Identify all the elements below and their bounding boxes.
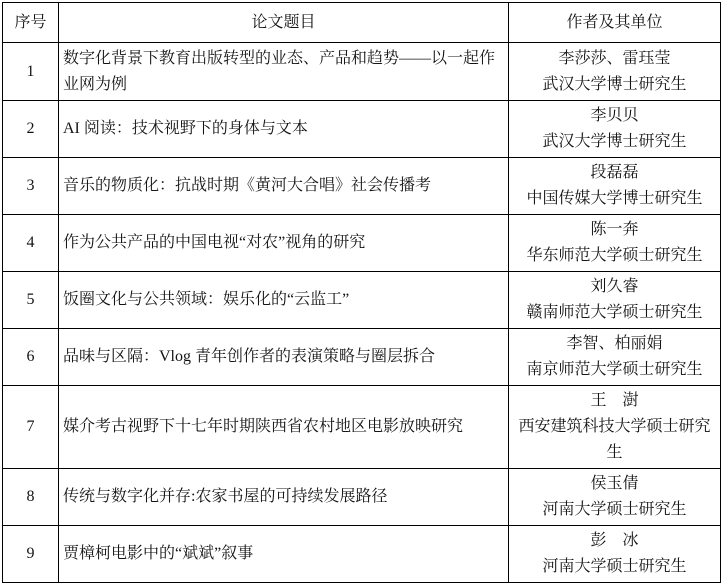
row-number: 1 [3,43,59,101]
author-affiliation: 华东师范大学硕士研究生 [526,247,703,264]
author-affiliation: 河南大学硕士研究生 [542,501,687,518]
author-affiliation: 南京师范大学硕士研究生 [526,361,703,378]
author-name: 侯玉倩 [590,475,639,492]
author-cell [509,469,721,526]
author-affiliation: 西安建筑科技大学硕士研究生 [518,418,711,461]
paper-title: 饭圈文化与公共领域：娱乐化的“云监工” [59,272,509,329]
row-number: 8 [3,469,59,526]
row-number: 7 [3,386,59,469]
table-row [3,329,721,386]
author-affiliation: 武汉大学博士研究生 [542,75,687,93]
author-name: 李智、柏丽娟 [566,335,663,352]
author-cell [509,386,721,469]
header-cell-author: 作者及其单位 [509,3,721,43]
author-cell [509,272,721,329]
table-row [3,386,721,469]
author-affiliation: 中国传媒大学博士研究生 [526,190,703,207]
paper-title: 传统与数字化并存:农家书屋的可持续发展路径 [59,469,509,526]
paper-title: 媒介考古视野下十七年时期陕西省农村地区电影放映研究 [59,386,509,469]
author-cell [509,215,721,272]
paper-title: 贾樟柯电影中的“斌斌”叙事 [59,526,509,583]
row-number: 9 [3,526,59,583]
author-cell [509,101,721,158]
table-header-row [3,3,721,43]
author-name: 李贝贝 [590,107,639,124]
author-name: 陈一奔 [590,221,639,238]
author-name: 彭 冰 [590,532,639,549]
table-row [3,272,721,329]
paper-title: AI 阅读：技术视野下的身体与文本 [59,101,509,158]
author-cell [509,158,721,215]
row-number: 3 [3,158,59,215]
paper-title: 数字化背景下教育出版转型的业态、产品和趋势——以一起作业网为例 [59,43,509,101]
author-name: 段磊磊 [590,164,639,181]
author-cell [509,43,721,101]
table-row [3,469,721,526]
paper-title: 音乐的物质化：抗战时期《黄河大合唱》社会传播考 [59,158,509,215]
row-number: 5 [3,272,59,329]
row-number: 4 [3,215,59,272]
author-affiliation: 河南大学硕士研究生 [542,558,687,575]
table-row [3,158,721,215]
table-row [3,43,721,101]
author-affiliation: 武汉大学博士研究生 [542,133,687,150]
table-row [3,215,721,272]
paper-title: 作为公共产品的中国电视“对农”视角的研究 [59,215,509,272]
table-row [3,526,721,583]
author-name: 刘久睿 [590,278,639,295]
header-cell-title: 论文题目 [59,3,509,43]
row-number: 6 [3,329,59,386]
table-row [3,101,721,158]
row-number: 2 [3,101,59,158]
header-cell-no: 序号 [3,3,59,43]
paper-title: 品味与区隔：Vlog 青年创作者的表演策略与圈层拆合 [59,329,509,386]
papers-table [2,2,721,583]
author-name: 李莎莎、雷珏莹 [558,49,671,67]
author-name: 王 澍 [590,392,639,409]
author-affiliation: 赣南师范大学硕士研究生 [526,304,703,321]
author-cell [509,329,721,386]
author-cell [509,526,721,583]
